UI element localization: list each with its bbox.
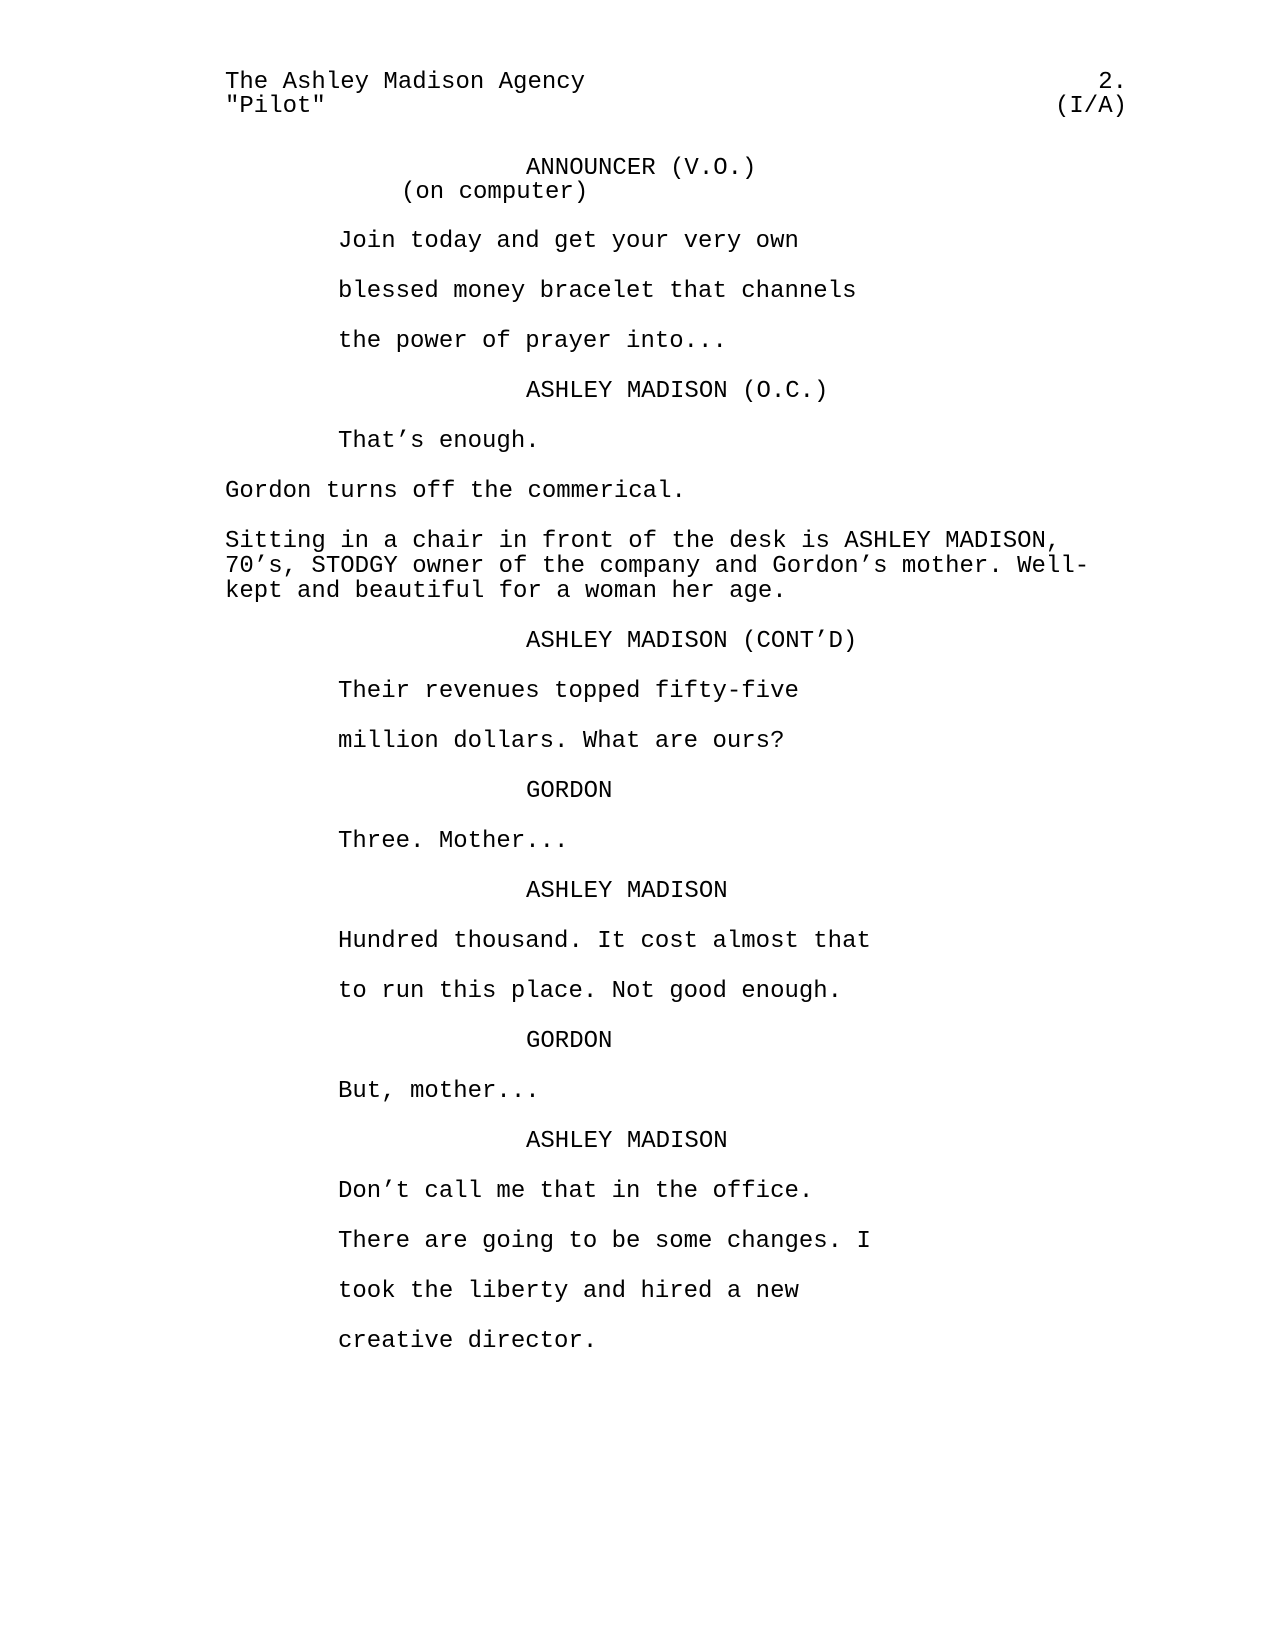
page-number: 2.: [1098, 69, 1127, 96]
script-title: The Ashley Madison Agency: [225, 69, 586, 96]
dialogue-line: creative director.: [338, 1328, 598, 1355]
character-cue-announcer: ANNOUNCER (V.O.): [526, 155, 757, 182]
character-cue-gordon: GORDON: [526, 1028, 613, 1055]
parenthetical: (on computer): [401, 179, 589, 206]
dialogue-line: Don’t call me that in the office.: [338, 1178, 814, 1205]
character-cue-ashley-oc: ASHLEY MADISON (O.C.): [526, 378, 829, 405]
dialogue-line: Join today and get your very own: [338, 228, 799, 255]
dialogue-line: to run this place. Not good enough.: [338, 978, 843, 1005]
dialogue-line: Hundred thousand. It cost almost that: [338, 928, 871, 955]
dialogue-line: the power of prayer into...: [338, 328, 727, 355]
action-line: kept and beautiful for a woman her age.: [225, 578, 787, 605]
character-cue-ashley: ASHLEY MADISON: [526, 878, 728, 905]
character-cue-ashley: ASHLEY MADISON: [526, 1128, 728, 1155]
character-cue-ashley-contd: ASHLEY MADISON (CONT’D): [526, 628, 858, 655]
dialogue-line: But, mother...: [338, 1078, 540, 1105]
character-cue-gordon: GORDON: [526, 778, 613, 805]
action-line: Sitting in a chair in front of the desk is ASHLEY MADISON,: [225, 528, 1061, 555]
dialogue-line: Their revenues topped fifty-five: [338, 678, 799, 705]
dialogue-line: blessed money bracelet that channels: [338, 278, 857, 305]
dialogue-line: took the liberty and hired a new: [338, 1278, 799, 1305]
dialogue-line: Three. Mother...: [338, 828, 569, 855]
episode-title: "Pilot": [225, 93, 326, 120]
revision-mark: (I/A): [1054, 93, 1127, 120]
dialogue-line: There are going to be some changes. I: [338, 1228, 871, 1255]
action-line: 70’s, STODGY owner of the company and Gordon’s mother. Well-: [225, 553, 1090, 580]
dialogue-line: million dollars. What are ours?: [338, 728, 785, 755]
dialogue-line: That’s enough.: [338, 428, 540, 455]
action-line: Gordon turns off the commerical.: [225, 478, 686, 505]
